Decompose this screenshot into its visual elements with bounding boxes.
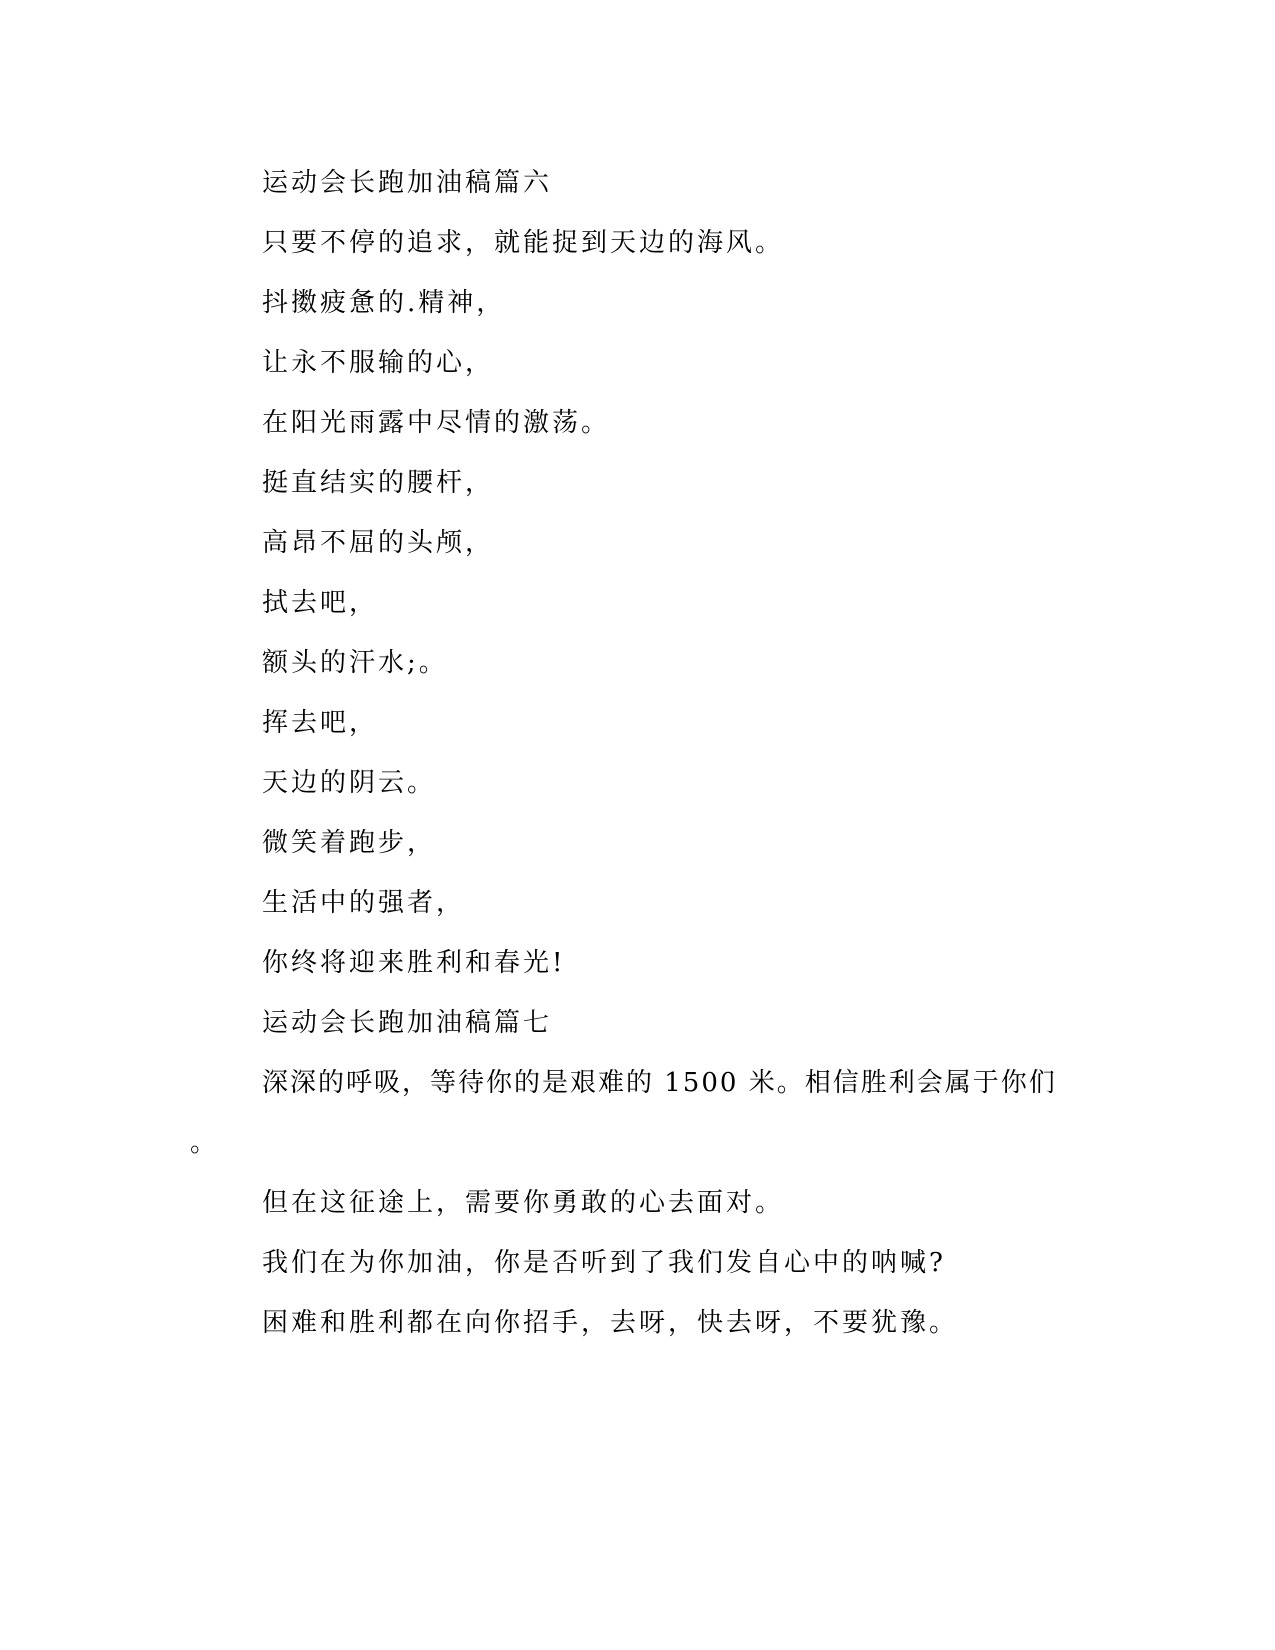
text-line: 挥去吧，	[262, 708, 379, 738]
text-line: 高昂不屈的头颅，	[262, 528, 495, 558]
text-line: 只要不停的追求，就能捉到天边的海风。	[262, 228, 785, 258]
text-line: 额头的汗水;。	[262, 648, 448, 678]
text-line: 生活中的强者，	[262, 888, 466, 918]
text-line: 深深的呼吸，等待你的是艰难的 1500 米。相信胜利会属于你们	[262, 1068, 1057, 1098]
text-line: 困难和胜利都在向你招手，去呀，快去呀，不要犹豫。	[262, 1308, 959, 1338]
text-line: 我们在为你加油，你是否听到了我们发自心中的呐喊?	[262, 1248, 946, 1278]
text-line: 微笑着跑步，	[262, 828, 437, 858]
text-line: 天边的阴云。	[262, 768, 437, 798]
text-line: 让永不服输的心，	[262, 348, 495, 378]
text-line: 在阳光雨露中尽情的激荡。	[262, 408, 611, 438]
section-heading-6: 运动会长跑加油稿篇六	[262, 168, 553, 198]
text-line: 抖擞疲惫的.精神，	[262, 288, 506, 318]
section-heading-7: 运动会长跑加油稿篇七	[262, 1008, 553, 1038]
text-line: 挺直结实的腰杆，	[262, 468, 495, 498]
text-line: 你终将迎来胜利和春光!	[262, 948, 566, 978]
text-line: 拭去吧，	[262, 588, 379, 618]
text-line-wrap: 。	[190, 1128, 217, 1158]
text-line: 但在这征途上，需要你勇敢的心去面对。	[262, 1188, 785, 1218]
